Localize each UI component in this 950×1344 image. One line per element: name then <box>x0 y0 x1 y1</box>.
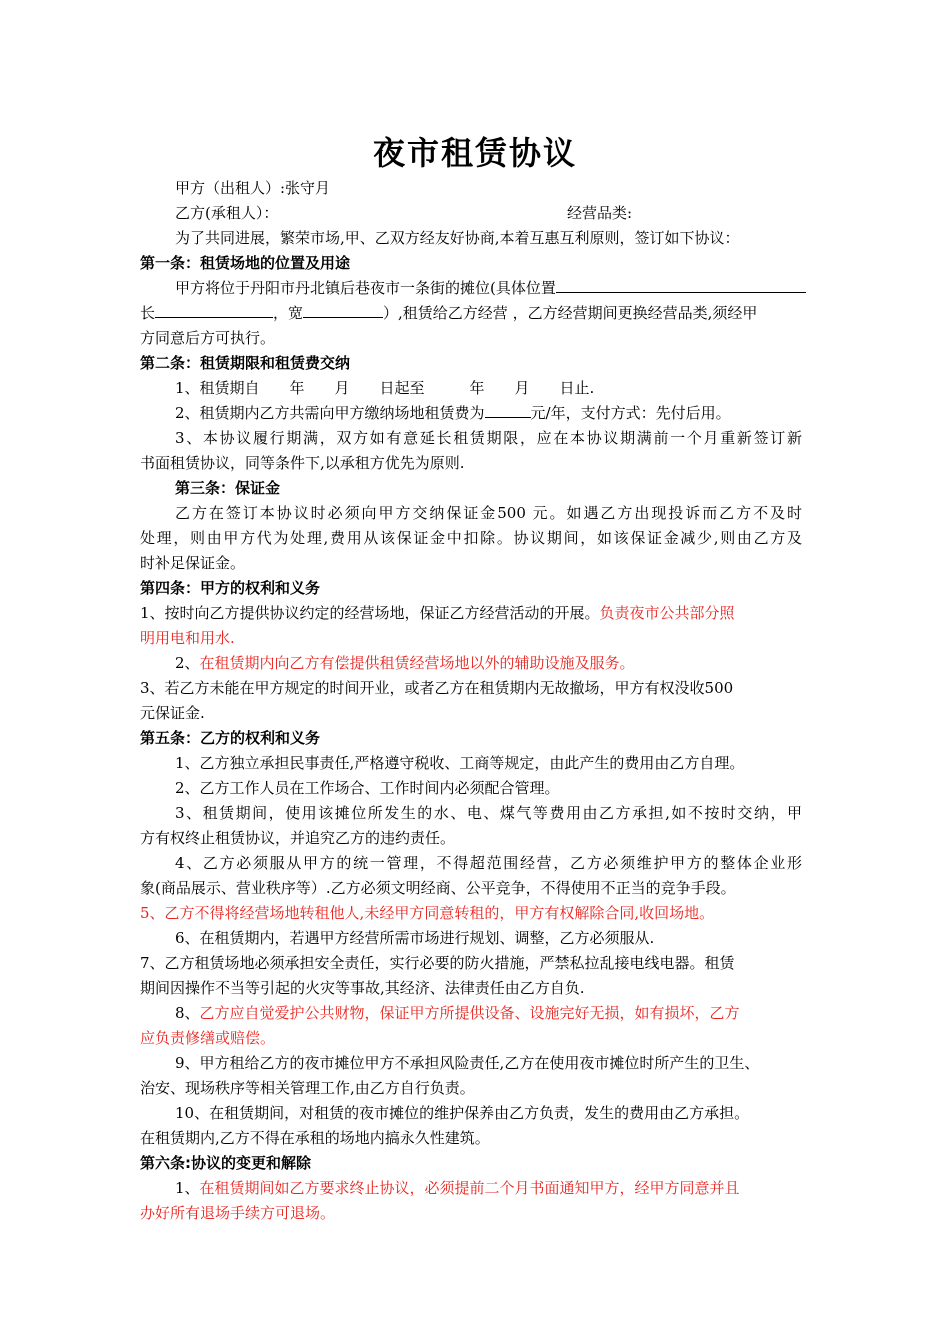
article-5-clause-7: 7、乙方租赁场地必须承担安全责任，实行必要的防火措施，严禁私拉乱接电线电器。租赁 <box>140 954 735 972</box>
article-5-clause-7-cont: 期间因操作不当等引起的火灾等事故,其经济、法律责任由乙方自负. <box>140 979 585 997</box>
party-b: 乙方(承租人）： <box>175 204 279 222</box>
article-5-clause-1: 1、乙方独立承担民事责任,严格遵守税收、工商等规定，由此产生的费用由乙方自理。 <box>175 754 745 772</box>
clause-text: 2、租赁期内乙方共需向甲方缴纳场地租赁费为 <box>175 404 485 422</box>
article-5-clause-9: 9、甲方租给乙方的夜市摊位甲方不承担风险责任,乙方在使用夜市摊位时所产生的卫生、 <box>175 1054 760 1072</box>
highlighted-text: 在租赁期间如乙方要求终止协议，必须提前二个月书面通知甲方，经甲方同意并且 <box>199 1179 740 1197</box>
article-1-heading: 第一条：租赁场地的位置及用途 <box>140 254 351 272</box>
article-5-clause-4-cont: 象(商品展示、营业秩序等）.乙方必须文明经商、公平竞争，不得使用不正当的竞争手段。 <box>140 879 736 897</box>
clause-text: 元/年，支付方式：先付后用。 <box>530 404 731 422</box>
article-1-line: 方同意后方可执行。 <box>140 329 276 347</box>
article-5-clause-10: 10、在租赁期间，对租赁的夜市摊位的维护保养由乙方负责，发生的费用由乙方承担。 <box>175 1104 750 1122</box>
article-5-clause-6: 6、在租赁期内，若遇甲方经营所需市场进行规划、调整，乙方必须服从. <box>175 929 655 947</box>
article-3-line: 时补足保证金。 <box>140 554 246 572</box>
length-blank <box>155 303 273 318</box>
location-blank <box>556 278 806 293</box>
article-2-clause-3: 3、本协议履行期满，双方如有意延长租赁期限，应在本协议期满前一个月重新签订新 <box>175 429 802 447</box>
article-6-heading: 第六条:协议的变更和解除 <box>140 1154 311 1172</box>
article-5-clause-3: 3、租赁期间，使用该摊位所发生的水、电、煤气等费用由乙方承担,如不按时交纳，甲 <box>175 804 802 822</box>
article-6-clause-1-cont: 办好所有退场手续方可退场。 <box>140 1204 336 1222</box>
article-4-clause-1 <box>140 603 735 623</box>
article-5-clause-8 <box>175 1003 740 1023</box>
highlighted-text: 乙方应自觉爱护公共财物，保证甲方所提供设备、设施完好无损，如有损坏，乙方 <box>199 1004 740 1022</box>
article-2-clause-1: 1、租赁期自 年 月 日起至 年 月 日止. <box>175 379 595 397</box>
article-2-clause-2 <box>175 403 731 423</box>
width-label: ，宽 <box>273 304 304 322</box>
article-3-line: 处理，则由甲方代为处理,费用从该保证金中扣除。协议期间，如该保证金减少,则由乙方及 <box>140 529 802 547</box>
article-5-clause-8-cont: 应负责修缮或赔偿。 <box>140 1029 276 1047</box>
article-5-heading: 第五条：乙方的权利和义务 <box>140 729 321 747</box>
clause-text: 1、按时向乙方提供协议约定的经营场地，保证乙方经营活动的开展。 <box>140 604 600 622</box>
article-1-line <box>175 278 806 298</box>
business-category-label: 经营品类: <box>567 204 633 222</box>
article-4-clause-3-cont: 元保证金. <box>140 704 205 722</box>
article-5-clause-3-cont: 方有权终止租赁协议，并追究乙方的违约责任。 <box>140 829 456 847</box>
article-5-clause-10-cont: 在租赁期内,乙方不得在承租的场地内搞永久性建筑。 <box>140 1129 490 1147</box>
article-4-clause-3: 3、若乙方未能在甲方规定的时间开业，或者乙方在租赁期内无故撤场，甲方有权没收500 <box>140 679 734 697</box>
article-2-heading: 第二条：租赁期限和租赁费交纳 <box>140 354 351 372</box>
article-3-heading: 第三条：保证金 <box>175 479 281 497</box>
article-4-clause-1-cont: 明用电和用水. <box>140 629 235 647</box>
length-label: 长 <box>140 304 156 322</box>
article-5-clause-4: 4、乙方必须服从甲方的统一管理，不得超范围经营，乙方必须维护甲方的整体企业形 <box>175 854 802 872</box>
intro-paragraph: 为了共同进展，繁荣市场,甲、乙双方经友好协商,本着互惠互利原则，签订如下协议： <box>175 229 740 247</box>
party-a: 甲方（出租人）:张守月 <box>175 179 331 197</box>
article-1-text: 甲方将位于丹阳市丹北镇后巷夜市一条街的摊位(具体位置 <box>175 279 556 297</box>
article-1-line <box>140 303 757 323</box>
article-1-text: ）,租赁给乙方经营 ，乙方经营期间更换经营品类,须经甲 <box>383 304 758 322</box>
article-5-clause-5: 5、乙方不得将经营场地转租他人,未经甲方同意转租的，甲方有权解除合同,收回场地。 <box>140 904 715 922</box>
highlighted-text: 负责夜市公共部分照 <box>599 604 735 622</box>
clause-number: 8、 <box>175 1004 200 1022</box>
clause-number: 1、 <box>175 1179 200 1197</box>
article-2-clause-3-cont: 书面租赁协议，同等条件下,以承租方优先为原则. <box>140 454 465 472</box>
article-4-heading: 第四条：甲方的权利和义务 <box>140 579 321 597</box>
highlighted-text: 在租赁期内向乙方有偿提供租赁经营场地以外的辅助设施及服务。 <box>199 654 635 672</box>
width-blank <box>303 303 383 318</box>
article-3-line: 乙方在签订本协议时必须向甲方交纳保证金500 元。如遇乙方出现投诉而乙方不及时 <box>175 504 802 522</box>
article-5-clause-2: 2、乙方工作人员在工作场合、工作时间内必须配合管理。 <box>175 779 560 797</box>
article-5-clause-9-cont: 治安、现场秩序等相关管理工作,由乙方自行负责。 <box>140 1079 475 1097</box>
article-6-clause-1 <box>175 1178 740 1198</box>
document-title: 夜市租赁协议 <box>372 134 577 172</box>
rent-blank <box>485 403 531 418</box>
clause-number: 2、 <box>175 654 200 672</box>
article-4-clause-2 <box>175 653 635 673</box>
